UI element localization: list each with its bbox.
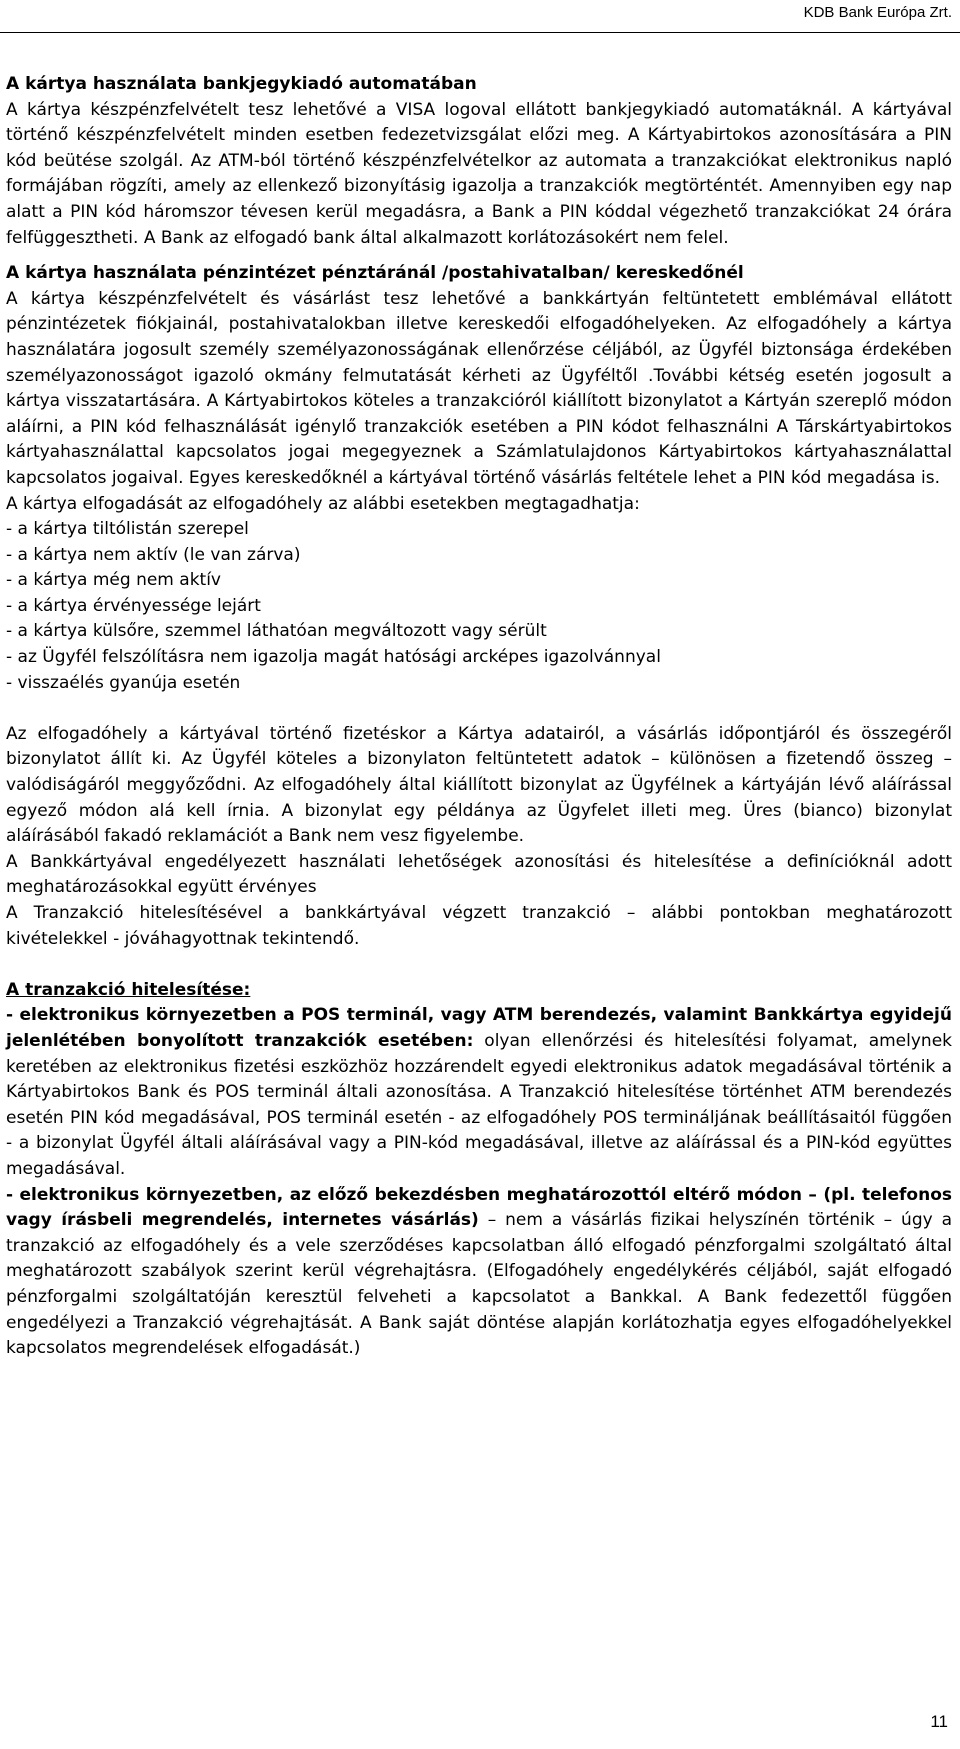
list-item: - visszaélés gyanúja esetén [6, 672, 241, 693]
list-item: - a kártya tiltólistán szerepel [6, 519, 249, 540]
header-rule [0, 32, 960, 33]
running-header: KDB Bank Európa Zrt. [803, 4, 952, 21]
section-title-authorization-text: A tranzakció hitelesítése: [6, 979, 251, 1000]
paragraph-remote-authentication [6, 1183, 952, 1362]
paragraph-receipt: Az elfogadóhely a kártyával történő fizetéskor a Kártya adatairól, a vásárlás időpontjáról és összegéről bizonylatot állít ki. Az Ügyfél köteles a bizonylaton feltüntetett adatok – különösen a fizetendő összeg – valódiságáról meggyőződni. Az elfogadóhely által kiállított bizonylat az Ügyfélnek a kártyáján lévő aláírással egyező módon alá kell írnia. A bizonylat egy példánya az Ügyfelet illeti meg. Üres (bianco) bizonylat aláírásából fakadó reklamációt a Bank nem vesz figyelembe. [6, 723, 952, 847]
refusal-intro: A kártya elfogadását az elfogadóhely az alábbi esetekben megtagadhatja: [6, 493, 640, 514]
section-title-cashier: A kártya használata pénzintézet pénztáránál /postahivatalban/ kereskedőnél [6, 263, 744, 284]
list-item: - a kártya nem aktív (le van zárva) [6, 544, 301, 565]
section-title-atm: A kártya használata bankjegykiadó automatában [6, 74, 477, 94]
pos-authentication-heading: - elektronikus környezetben a POS terminál, vagy ATM berendezés, valamint Bankkártya egyidejű jelenlétében bonyolított tranzakciók esetében: [6, 1005, 952, 1051]
paragraph-approval: A Tranzakció hitelesítésével a bankkártyával végzett tranzakció – alábbi pontokban meghatározott kivételekkel - jóváhagyottnak tekintendő. [6, 903, 952, 949]
refusal-list [6, 517, 952, 696]
paragraph-pos-authentication [6, 1003, 952, 1182]
document-body [6, 72, 952, 1362]
remote-authentication-heading: - elektronikus környezetben, az előző bekezdésben meghatározottól eltérő módon – (pl. telefonos vagy írásbeli megrendelés, internetes vásárlás) [6, 1184, 952, 1231]
list-item: - a kártya érvényessége lejárt [6, 595, 261, 616]
paragraph-atm-usage: A kártya készpénzfelvételt tesz lehetővé a VISA logoval ellátott bankjegykiadó automatáknál. A kártyával történő készpénzfelvételt minden esetben fedezetvizsgálat előzi meg. A Kártyabirtokos azonosítására a PIN kód beütése szolgál. Az ATM-ból történő készpénzfelvételkor az automata a tranzakciókat elektronikus napló formájában rögzíti, amely az ellenkező bizonyításig igazolja a tranzakciók megtörténtét. Amennyiben egy nap alatt a PIN kód háromszor tévesen kerül megadásra, a Bank a PIN kóddal végezhető tranzakciókat 24 órára felfüggesztheti. A Bank az elfogadó bank által alkalmazott korlátozásokért nem felel. [6, 99, 952, 248]
list-item: - a kártya külsőre, szemmel láthatóan megváltozott vagy sérült [6, 621, 547, 642]
spacer [6, 696, 952, 722]
spacer [6, 952, 952, 978]
section-title-authorization [6, 978, 952, 1004]
remote-authentication-text: – nem a vásárlás fizikai helyszínén történik – úgy a tranzakció az elfogadóhely és a vele szerződéses kapcsolatban álló elfogadó pénzforgalmi szolgáltató által meghatározott szabályok szerint kerül végrehajtásra. (Elfogadóhely engedélykérés céljából, saját elfogadó pénzforgalmi szolgáltatóján keresztül felveheti a kapcsolatot a Bankkal. A Bank fedezettől függően engedélyezi a Tranzakció végrehajtását. A Bank saját döntése alapján korlátozhatja egyes elfogadóhelyekkel kapcsolatos megrendelések elfogadását.) [6, 1210, 952, 1359]
pos-authentication-text: olyan ellenőrzési és hitelesítési folyamat, amelynek keretében az elektronikus fizetési eszközhöz hozzárendelt egyedi elektronikus adatok megadásával történik a Kártyabirtokos Bank és POS terminál általi azonosítása. A Tranzakció hitelesítése történhet ATM berendezés esetén PIN kód megadásával, POS terminál esetén - az elfogadóhely POS termináljának beállításaitól függően - a bizonylat Ügyfél általi aláírásával vagy a PIN-kód megadásával, illetve az aláírással és a PIN-kód együttes megadásával. [6, 1030, 952, 1179]
paragraph-cashier-usage: A kártya készpénzfelvételt és vásárlást tesz lehetővé a bankkártyán feltüntetett emblémával ellátott pénzintézetek fiókjainál, postahivatalokban illetve kereskedői elfogadóhelyeken. Az elfogadóhely a kártya használatára jogosult személy személyazonosságának ellenőrzése céljából, az Ügyfél biztonsága érdekében személyazonosságot igazoló okmány felmutatását kérheti az Ügyféltől .További kétség esetén jogosult a kártya visszatartására. A Kártyabirtokos köteles a tranzakcióról kiállított bizonylatot a Kártyán szereplő módon aláírni, a PIN kód felhasználását igénylő tranzakciók esetében a PIN kódot felhasználni A Társkártyabirtokos kártyahasználattal kapcsolatos jogai megegyeznek a Számlatulajdonos Kártyabirtokos kártyahasználattal kapcsolatos jogaival. Egyes kereskedőknél a kártyával történő vásárlás feltétele lehet a PIN kód megadása is. [6, 288, 952, 488]
list-item: - az Ügyfél felszólításra nem igazolja magát hatósági arcképes igazolvánnyal [6, 647, 661, 668]
page-number: 11 [930, 1712, 948, 1731]
list-item: - a kártya még nem aktív [6, 570, 221, 591]
paragraph-authentication: A Bankkártyával engedélyezett használati lehetőségek azonosítási és hitelesítése a definícióknál adott meghatározásokkal együtt érvényes [6, 851, 952, 898]
